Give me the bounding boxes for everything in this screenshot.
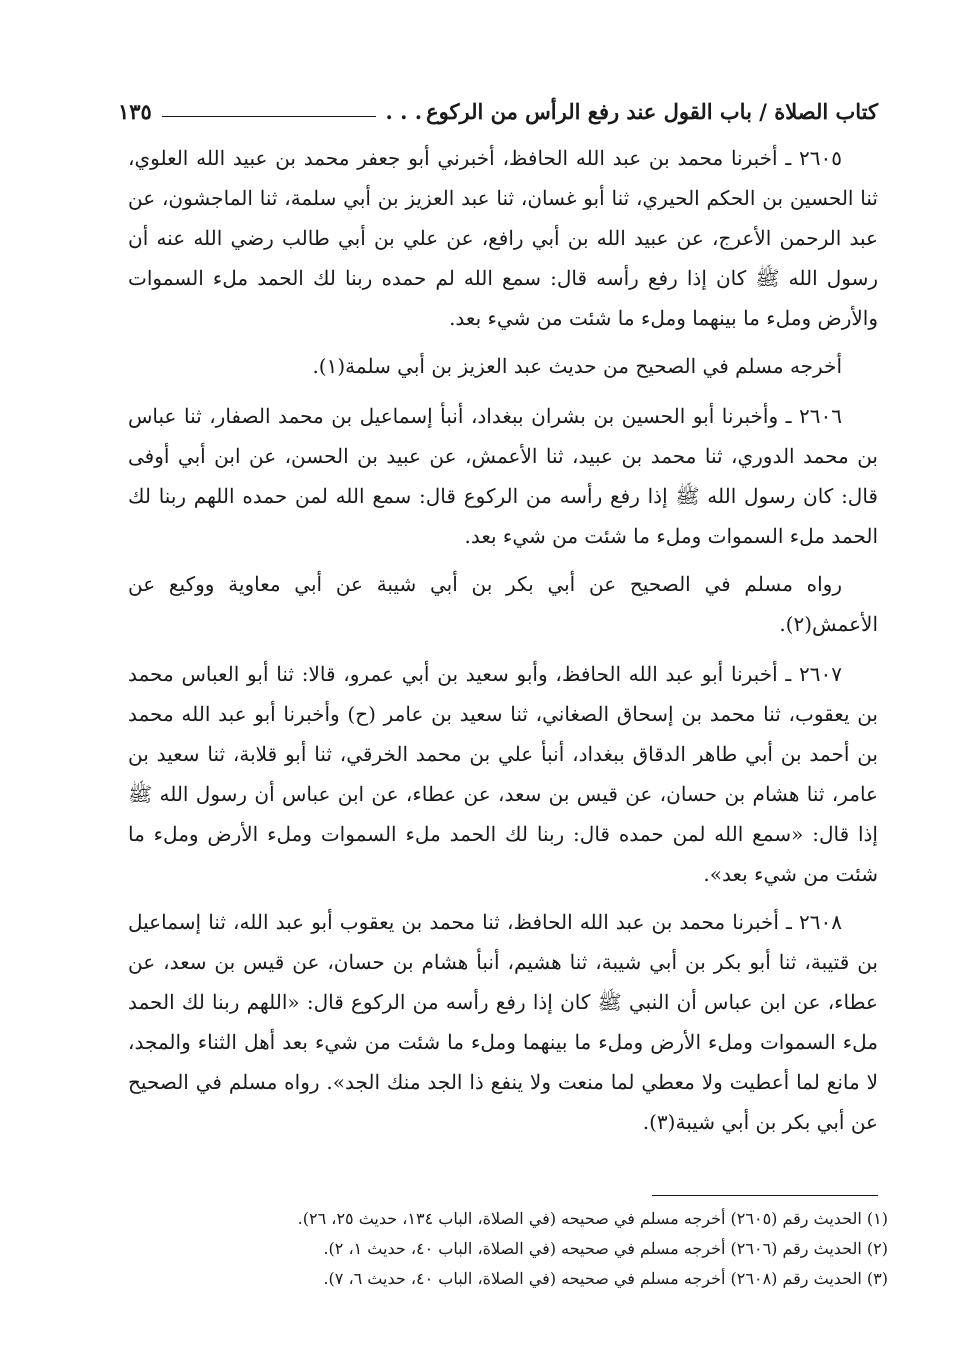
takhrij-2606: رواه مسلم في الصحيح عن أبي بكر بن أبي شيبة عن أبي معاوية ووكيع عن الأعمش(٢).	[128, 572, 878, 636]
hadith-2605: ٢٦٠٥ ـ أخبرنا محمد بن عبد الله الحافظ، أخبرني أبو جعفر محمد بن عبيد الله العلوي، ثنا الحسين بن الحكم الحيري، ثنا أبو غسان، ثنا عبد العزيز بن أبي سلمة، ثنا الماجشون، عن عبد الرحمن الأعرج، عن عبيد الله بن أبي رافع، عن علي بن أبي طالب رضي الله عنه أن رسول الله ﷺ كان إذا رفع رأسه قال: سمع الله لم حمده ربنا لك الحمد ملء السموات والأرض وملء ما بينهما وملء ما شئت من شيء بعد.	[128, 146, 878, 330]
header-ellipsis: . . .	[385, 99, 423, 124]
footnote-3: (٣) الحديث رقم (٢٦٠٨) أخرجه مسلم في صحيحه (في الصلاة، الباب ٤٠، حديث ٦، ٧).	[323, 1269, 888, 1288]
footnote-1: (١) الحديث رقم (٢٦٠٥) أخرجه مسلم في صحيحه (في الصلاة، الباب ١٣٤، حديث ٢٥، ٢٦).	[297, 1209, 888, 1228]
page-number: ١٣٥	[118, 99, 152, 124]
footnote-separator	[652, 1195, 878, 1196]
hadith-2606: ٢٦٠٦ ـ وأخبرنا أبو الحسين بن بشران ببغداد، أنبأ إسماعيل بن محمد الصفار، ثنا عباس بن محمد الدوري، ثنا محمد بن عبيد، ثنا الأعمش، عن عبيد بن الحسن، عن ابن أبي أوفى قال: كان رسول الله ﷺ إذا رفع رأسه من الركوع قال: سمع الله لمن حمده اللهم ربنا لك الحمد ملء السموات وملء ما شئت من شيء بعد.	[128, 404, 878, 548]
running-header	[118, 86, 878, 124]
hadith-2607: ٢٦٠٧ ـ أخبرنا أبو عبد الله الحافظ، وأبو سعيد بن أبي عمرو، قالا: ثنا أبو العباس محمد بن يعقوب، ثنا محمد بن إسحاق الصغاني، ثنا سعيد بن عامر (ح) وأخبرنا أبو عبد الله محمد بن أحمد بن أبي طاهر الدقاق ببغداد، أنبأ علي بن محمد الخرقي، ثنا أبو قلابة، ثنا سعيد بن عامر، ثنا هشام بن حسان، عن قيس بن سعد، عن عطاء، عن ابن عباس أن رسول الله ﷺ إذا قال: «سمع الله لمن حمده قال: ربنا لك الحمد ملء السموات وملء الأرض وملء ما شئت من شيء بعد».	[128, 662, 878, 886]
main-text	[128, 138, 878, 1150]
header-rule	[162, 116, 376, 117]
header-title: كتاب الصلاة / باب القول عند رفع الرأس من الركوع	[426, 99, 878, 124]
footnotes	[128, 1204, 888, 1294]
footnote-2: (٢) الحديث رقم (٢٦٠٦) أخرجه مسلم في صحيحه (في الصلاة، الباب ٤٠، حديث ١، ٢).	[323, 1239, 888, 1258]
takhrij-2605: أخرجه مسلم في الصحيح من حديث عبد العزيز بن أبي سلمة(١).	[312, 354, 842, 378]
hadith-2608: ٢٦٠٨ ـ أخبرنا محمد بن عبد الله الحافظ، ثنا محمد بن يعقوب أبو عبد الله، ثنا إسماعيل بن قتيبة، ثنا أبو بكر بن أبي شيبة، ثنا هشيم، أنبأ هشام بن حسان، عن قيس بن سعد، عن عطاء، عن ابن عباس أن النبي ﷺ كان إذا رفع رأسه من الركوع قال: «اللهم ربنا لك الحمد ملء السموات وملء الأرض وملء ما بينهما وملء ما شئت من شيء بعد أهل الثناء والمجد، لا مانع لما أعطيت ولا معطي لما منعت ولا ينفع ذا الجد منك الجد». رواه مسلم في الصحيح عن أبي بكر بن أبي شيبة(٣).	[128, 910, 879, 1134]
